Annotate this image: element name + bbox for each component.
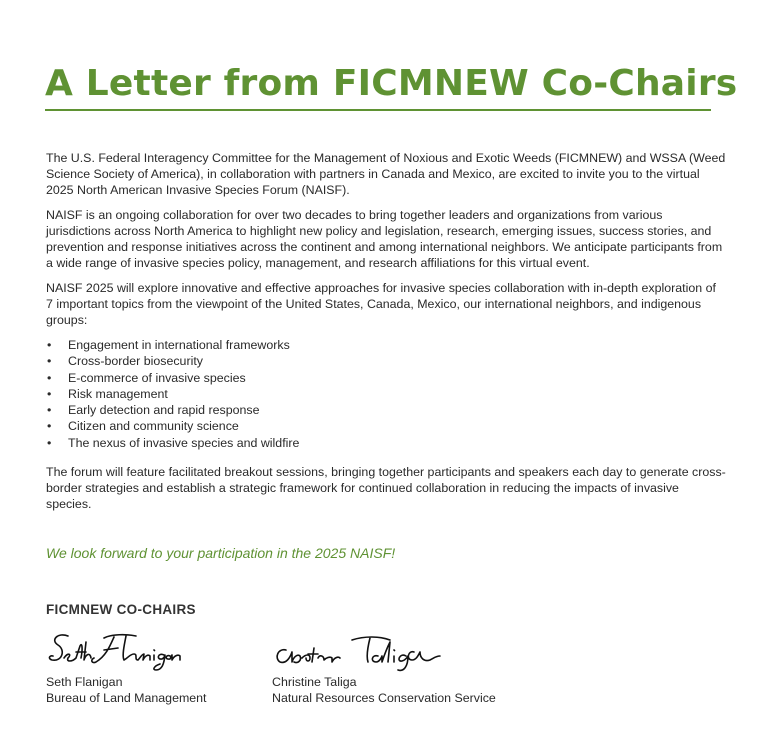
list-item [46,418,726,434]
bullet-icon: • [47,354,52,369]
topic-label: Risk management [68,386,168,401]
closing-line: We look forward to your participation in the 2025 NAISF! [46,545,396,561]
signer-org: Bureau of Land Management [46,691,207,705]
list-item [46,402,726,418]
bullet-icon: • [47,386,52,401]
signature-christine-taliga [272,628,472,674]
bullet-icon: • [47,419,52,434]
letter-title: A Letter from FICMNEW Co-Chairs [45,63,738,104]
bullet-icon: • [47,370,52,385]
signer-block-1 [46,628,216,706]
intro-paragraph: The U.S. Federal Interagency Committee for the Management of Noxious and Exotic Weeds (FICMNEW) and WSSA (Weed Science Society of America), in collaboration with partners in Canada and Mexico, are excited to invite you to the virtual 2025 North American Invasive Species Forum (NAISF). [46,151,726,197]
topics-list [46,337,726,451]
title-divider [45,109,711,111]
list-item [46,386,726,402]
bullet-icon: • [47,338,52,352]
topics-intro-paragraph: NAISF 2025 will explore innovative and effective approaches for invasive species collaboration with in-depth exploration of 7 important topics from the viewpoint of the United States, Canada, Mexico, our international neighbors, and indigenous groups: [46,281,716,327]
list-item [46,370,726,386]
signer-block-2 [272,628,496,706]
list-item [46,353,726,369]
forum-paragraph: The forum will feature facilitated breakout sessions, bringing together participants and speakers each day to generate cross-border strategies and establish a strategic framework for continued collaboration in reducing the impacts of invasive species. [46,465,726,512]
topic-label: Engagement in international frameworks [68,338,290,352]
topic-label: E-commerce of invasive species [68,370,246,385]
list-item [46,337,726,353]
cochairs-heading: FICMNEW CO-CHAIRS [46,602,196,617]
signer-org: Natural Resources Conservation Service [272,691,496,705]
signer-name: Seth Flanigan [46,675,123,689]
topic-label: The nexus of invasive species and wildfire [68,435,300,450]
bullet-icon: • [47,435,52,450]
letter-body [46,150,726,521]
topic-label: Citizen and community science [68,419,239,434]
topic-label: Early detection and rapid response [68,403,260,418]
signature-seth-flanigan [46,628,216,674]
topic-label: Cross-border biosecurity [68,354,203,369]
list-item [46,435,726,451]
signer-name: Christine Taliga [272,675,357,689]
bullet-icon: • [47,403,52,418]
naisf-paragraph: NAISF is an ongoing collaboration for over two decades to bring together leaders and organizations from various jurisdictions across North America to highlight new policy and legislation, research, emerging issues, success stories, and prevention and response initiatives across the continent and among international neighbors. We anticipate participants from a wide range of invasive species policy, management, and research affiliations for this virtual event. [46,208,723,270]
